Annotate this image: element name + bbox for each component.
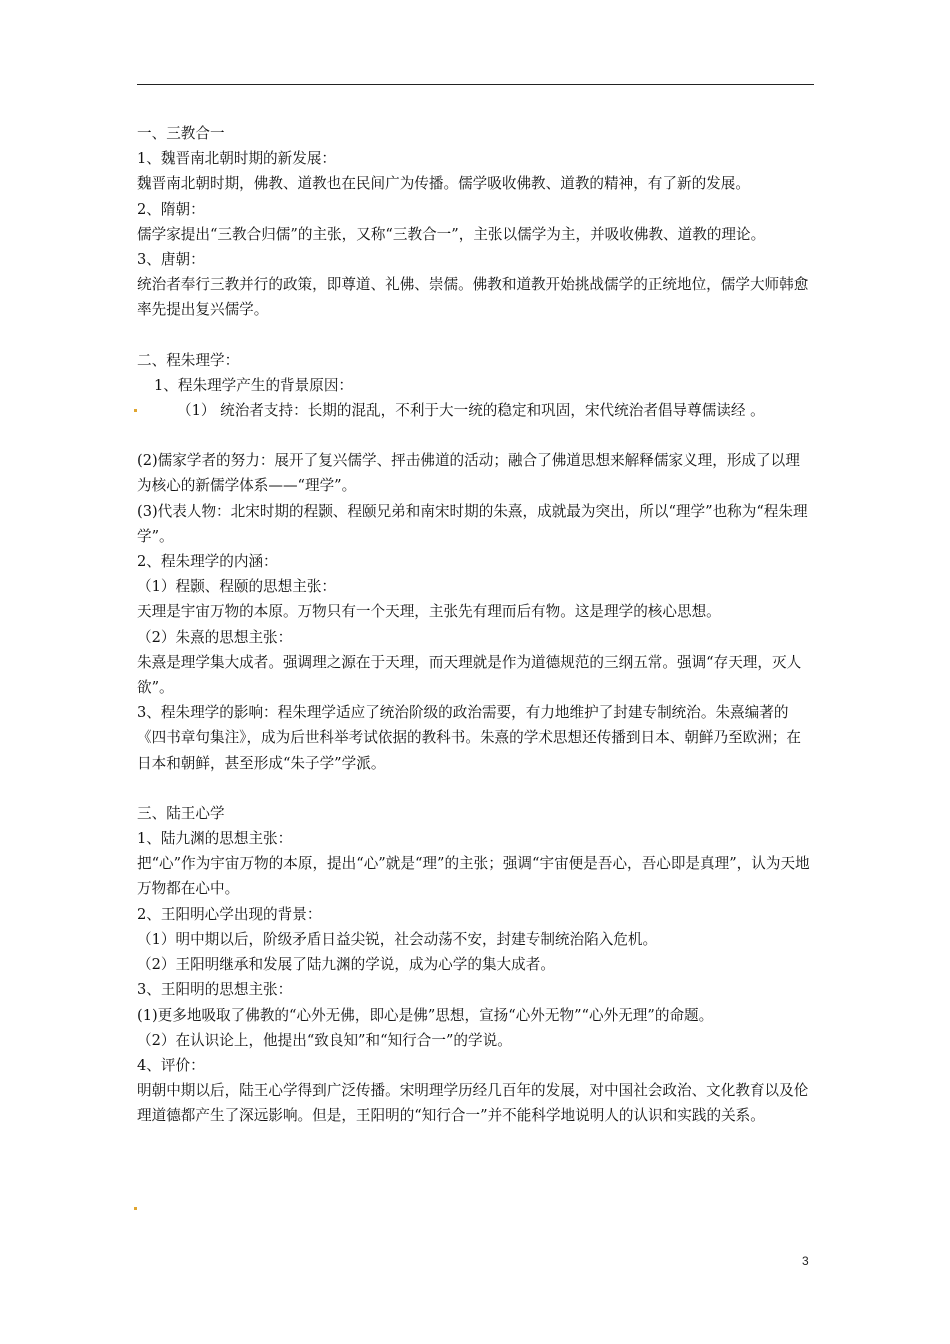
paragraph: 天理是宇宙万物的本原。万物只有一个天理，主张先有理而后有物。这是理学的核心思想。 [137,603,721,621]
header-rule [137,84,814,85]
list-item: (1)更多地吸取了佛教的“心外无佛，即心是佛”思想，宣扬“心外无物”“心外无理”的命题。 [137,1006,714,1024]
subheading: 1、程朱理学产生的背景原因： [154,376,354,394]
paragraph: 统治者奉行三教并行的政策，即尊道、礼佛、崇儒。佛教和道教开始挑战儒学的正统地位，儒学大师韩愈率先提出复兴儒学。 [137,276,809,319]
subheading: （1）程颢、程颐的思想主张： [137,578,337,596]
subheading: 2、隋朝： [137,200,205,218]
list-item: （2）在认识论上，他提出“致良知”和“知行合一”的学说。 [137,1031,512,1049]
paragraph: 把“心”作为宇宙万物的本原，提出“心”就是“理”的主张；强调“宇宙便是吾心，吾心即是真理”，认为天地万物都在心中。 [137,855,810,898]
section-heading-2: 二、程朱理学： [137,351,240,369]
list-item: (2)儒家学者的努力：展开了复兴儒学、抨击佛道的活动；融合了佛道思想来解释儒家义理，形成了以理为核心的新儒学体系——“理学”。 [137,452,800,495]
list-item: （1）明中期以后，阶级矛盾日益尖锐，社会动荡不安，封建专制统治陷入危机。 [137,930,658,948]
list-item: (3)代表人物：北宋时期的程颢、程颐兄弟和南宋时期的朱熹，成就最为突出，所以“理学”也称为“程朱理学”。 [137,502,808,545]
subheading: 1、魏晋南北朝时期的新发展： [137,150,337,168]
decorative-mark [134,409,137,412]
subheading: （2）朱熹的思想主张： [137,628,293,646]
paragraph: 魏晋南北朝时期，佛教、道教也在民间广为传播。儒学吸收佛教、道教的精神，有了新的发展。 [137,175,750,193]
page-number: 3 [802,1254,809,1268]
subheading: 3、王阳明的思想主张： [137,981,293,999]
subheading: 3、唐朝： [137,251,205,269]
section-heading-3: 三、陆王心学 [137,804,225,822]
paragraph: 3、程朱理学的影响：程朱理学适应了统治阶级的政治需要，有力地维护了封建专制统治。朱熹编著的《四书章句集注》，成为后世科举考试依据的教科书。朱熹的学术思想还传播到日本、朝鲜乃至欧洲；在日本和朝鲜，甚至形成“朱子学”学派。 [137,704,802,772]
section-heading-1: 一、三教合一 [137,125,225,142]
paragraph: 儒学家提出“三教合归儒”的主张，又称“三教合一”，主张以儒学为主，并吸收佛教、道教的理论。 [137,225,766,243]
document-body [137,121,814,1129]
list-item: （2）王阳明继承和发展了陆九渊的学说，成为心学的集大成者。 [137,956,555,974]
paragraph: 朱熹是理学集大成者。强调理之源在于天理，而天理就是作为道德规范的三纲五常。强调“存天理，灭人欲”。 [137,653,802,697]
subheading: 1、陆九渊的思想主张： [137,830,293,848]
paragraph: 明朝中期以后，陆王心学得到广泛传播。宋明理学历经几百年的发展，对中国社会政治、文化教育以及伦理道德都产生了深远影响。但是，王阳明的“知行合一”并不能科学地说明人的认识和实践的关系。 [137,1082,809,1125]
subheading: 4、评价： [137,1056,205,1074]
subheading: 2、程朱理学的内涵： [137,553,278,571]
decorative-mark [134,1207,137,1210]
subheading: 2、王阳明心学出现的背景： [137,905,322,923]
list-item: （1） 统治者支持：长期的混乱，不利于大一统的稳定和巩固，宋代统治者倡导尊儒读经 。 [177,402,765,420]
